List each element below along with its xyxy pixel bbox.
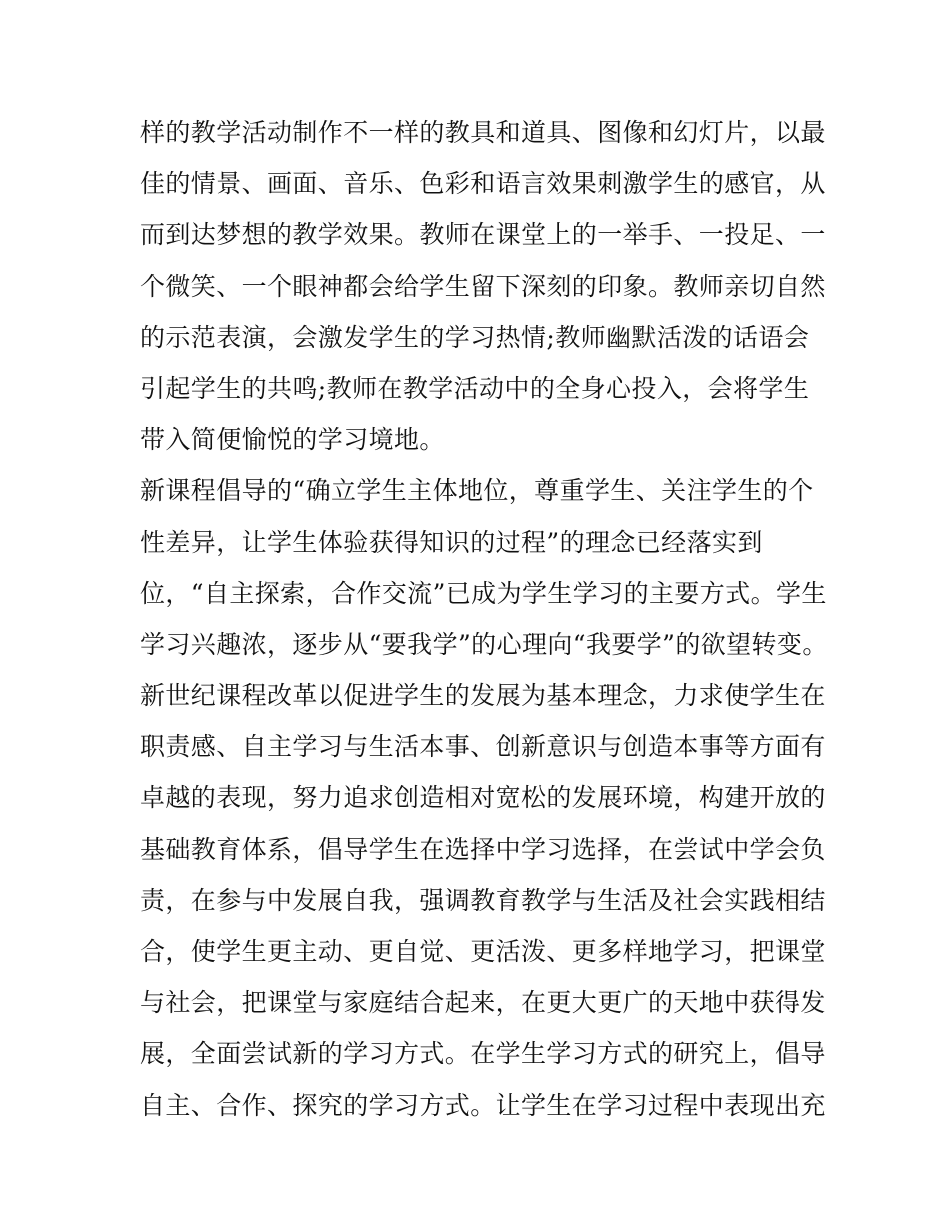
text-line: 的示范表演，会激发学生的学习热情;教师幽默活泼的话语会 bbox=[140, 322, 810, 352]
text-line: 卓越的表现，努力追求创造相对宽松的发展环境，构建开放的 bbox=[140, 783, 826, 813]
text-line: 位，“自主探索，合作交流”已成为学生学习的主要方式。学生 bbox=[140, 578, 827, 608]
text-line: 责，在参与中发展自我，强调教育教学与生活及社会实践相结 bbox=[140, 885, 826, 915]
text-line: 基础教育体系，倡导学生在选择中学习选择，在尝试中学会负 bbox=[140, 834, 826, 864]
text-line: 带入简便愉悦的学习境地。 bbox=[140, 425, 445, 455]
text-line: 新世纪课程改革以促进学生的发展为基本理念，力求使学生在 bbox=[140, 681, 826, 711]
text-line: 引起学生的共鸣;教师在教学活动中的全身心投入，会将学生 bbox=[140, 373, 810, 403]
text-line: 与社会，把课堂与家庭结合起来，在更大更广的天地中获得发 bbox=[140, 988, 826, 1018]
text-line: 展，全面尝试新的学习方式。在学生学习方式的研究上，倡导 bbox=[140, 1039, 826, 1069]
text-line: 佳的情景、画面、音乐、色彩和语言效果刺激学生的感官，从 bbox=[140, 169, 826, 199]
text-line: 新课程倡导的“确立学生主体地位，尊重学生、关注学生的个 bbox=[140, 476, 814, 506]
body-text bbox=[140, 107, 828, 1131]
text-line: 学习兴趣浓，逐步从“要我学”的心理向“我要学”的欲望转变。 bbox=[140, 629, 828, 659]
text-line: 自主、合作、探究的学习方式。让学生在学习过程中表现出充 bbox=[140, 1090, 826, 1120]
text-line: 样的教学活动制作不一样的教具和道具、图像和幻灯片，以最 bbox=[140, 118, 826, 147]
text-line: 合，使学生更主动、更自觉、更活泼、更多样地学习，把课堂 bbox=[140, 937, 826, 966]
text-line: 而到达梦想的教学效果。教师在课堂上的一举手、一投足、一 bbox=[140, 220, 826, 250]
text-line: 职责感、自主学习与生活本事、创新意识与创造本事等方面有 bbox=[140, 732, 826, 762]
text-line: 个微笑、一个眼神都会给学生留下深刻的印象。教师亲切自然 bbox=[140, 271, 826, 301]
text-line: 性差异，让学生体验获得知识的过程”的理念已经落实到 bbox=[140, 527, 763, 557]
